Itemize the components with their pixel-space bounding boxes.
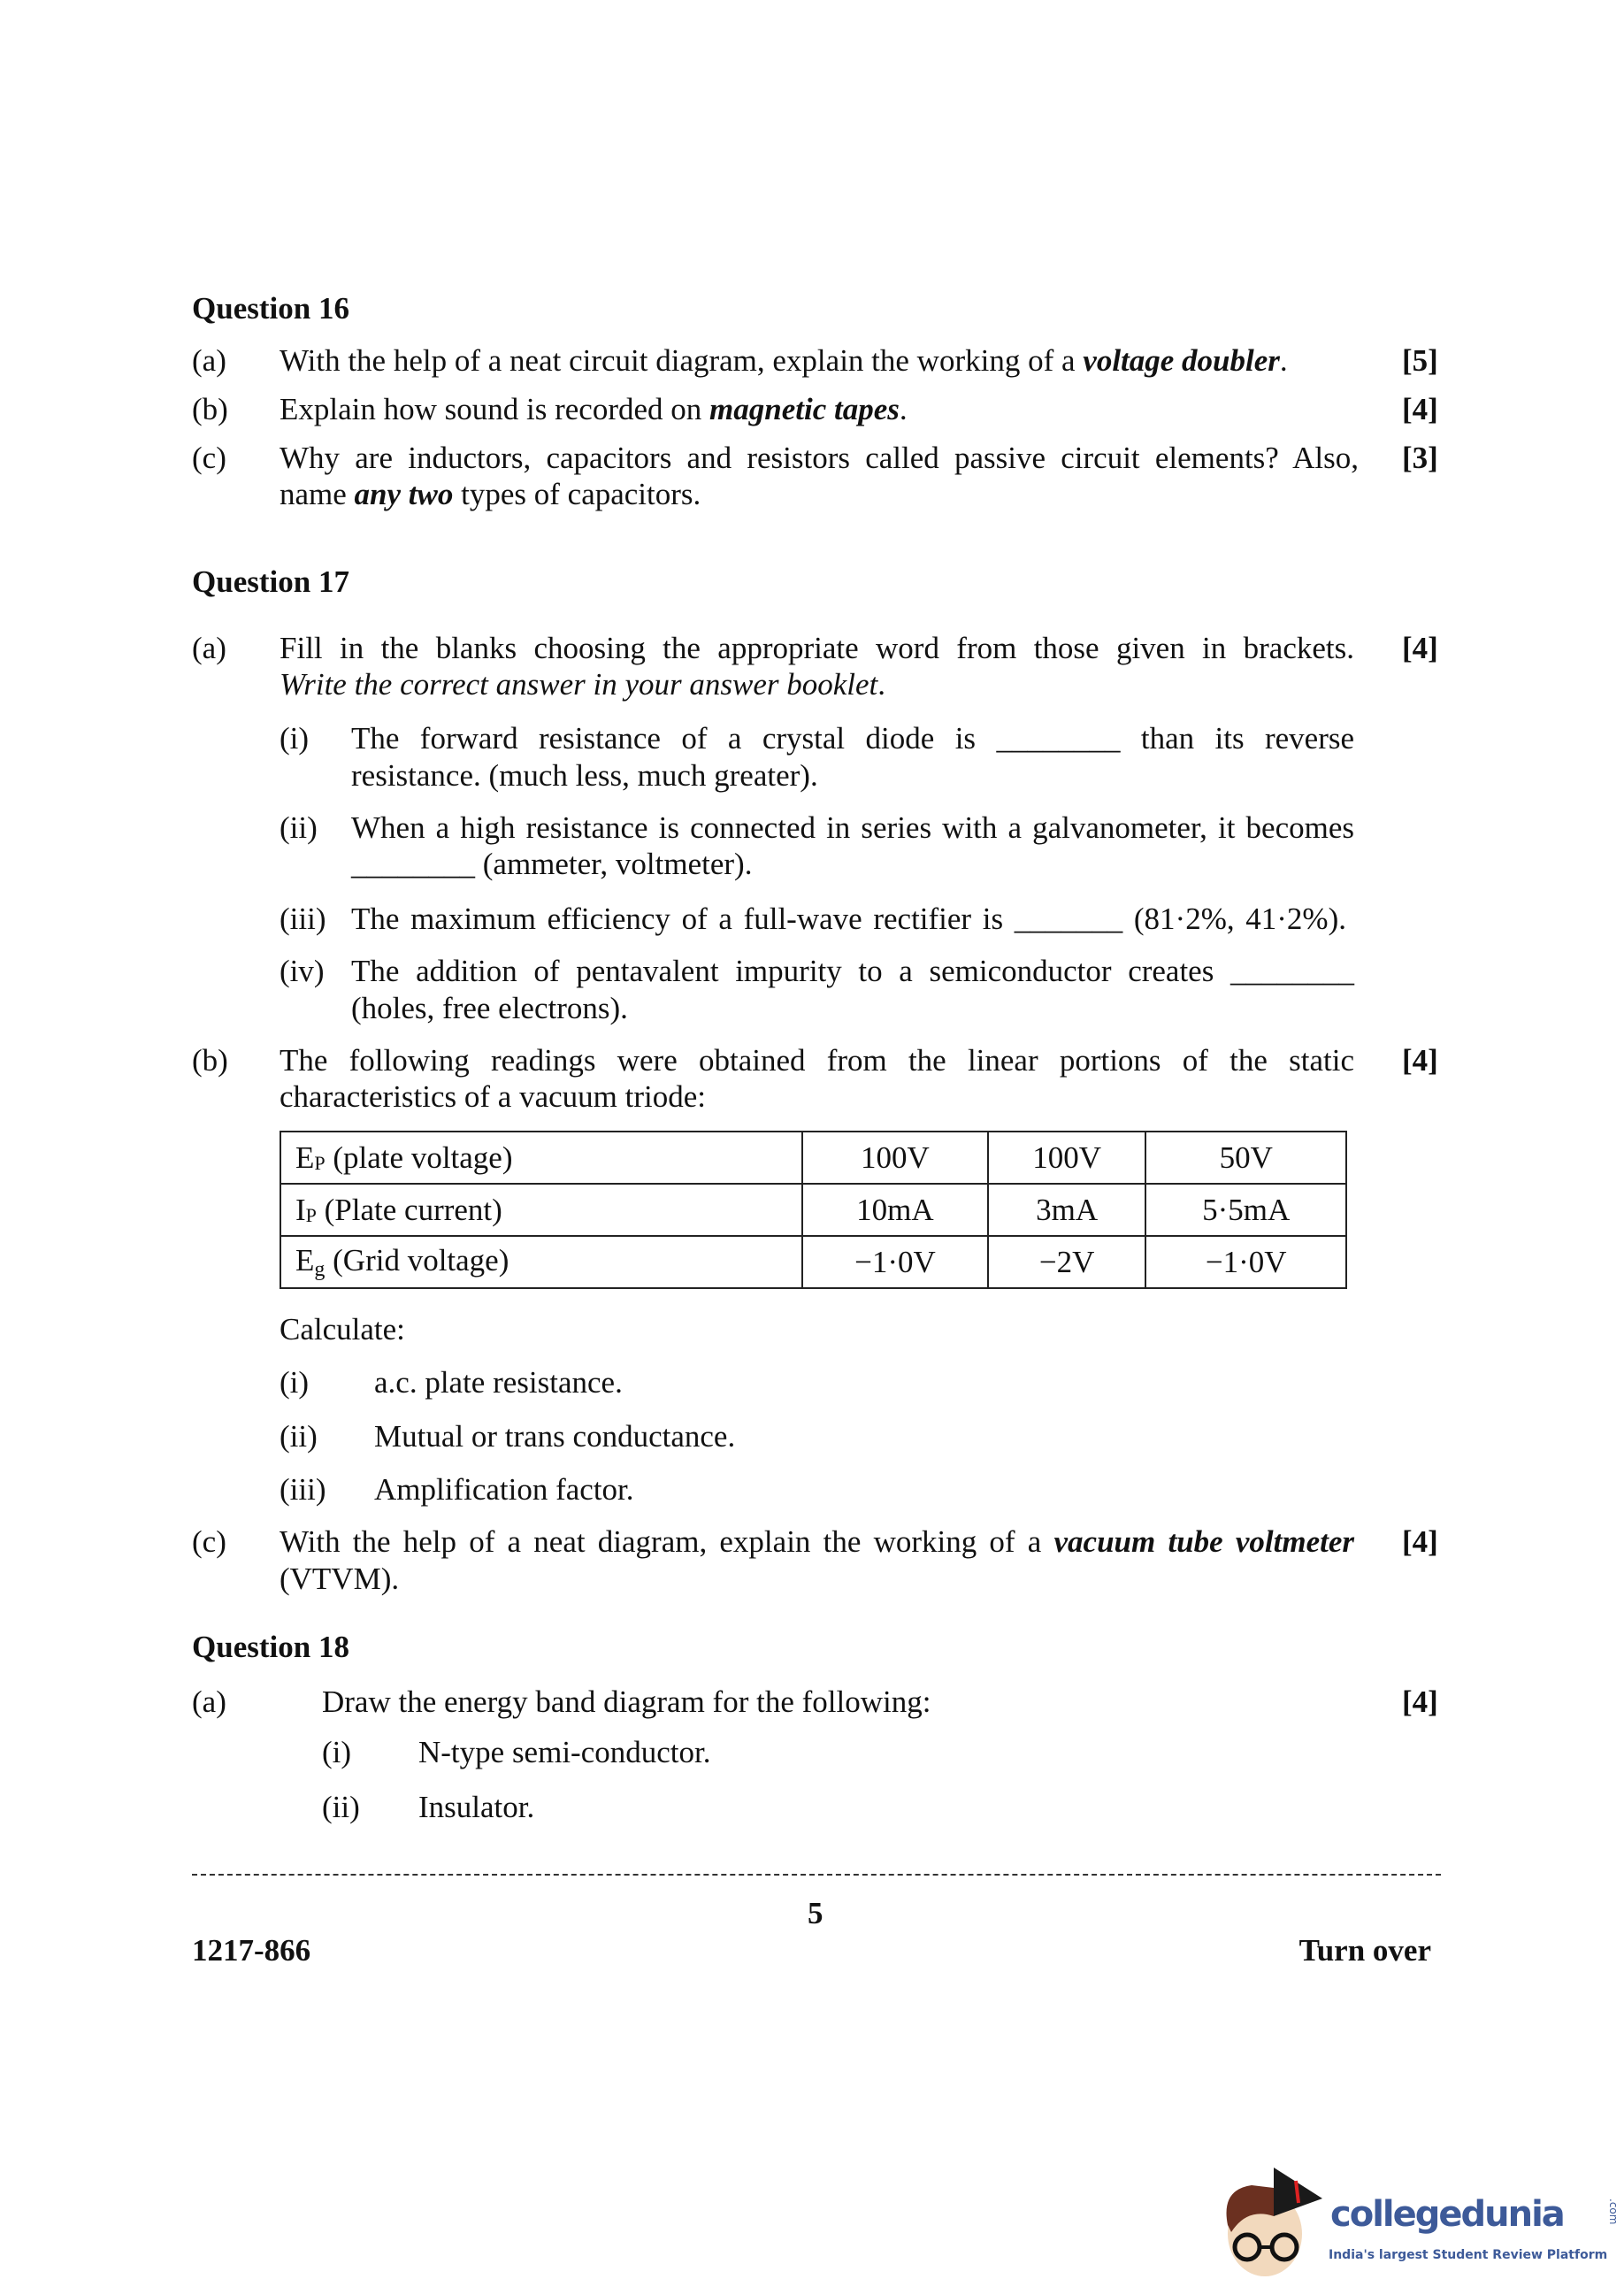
q17b-line1: The following readings were obtained from the linear portions of the static — [280, 1043, 1354, 1078]
calculate-label: Calculate: — [280, 1312, 405, 1347]
q16a-marks: [5] — [1402, 343, 1438, 378]
q17a-ii-label: (ii) — [280, 810, 318, 845]
table-row — [280, 1184, 1346, 1236]
question-16-title: Question 16 — [192, 291, 349, 326]
q17b-ii-label: (ii) — [280, 1419, 318, 1454]
question-18-title: Question 18 — [192, 1630, 349, 1664]
q17a-iv-line2: (holes, free electrons). — [351, 991, 628, 1025]
q17b-i-label: (i) — [280, 1365, 310, 1400]
q17a-line2: Write the correct answer in your answer booklet. — [280, 667, 885, 702]
q17a-label: (a) — [192, 631, 226, 665]
q16c-text-line1: Why are inductors, capacitors and resistors called passive circuit elements? Also, — [280, 441, 1359, 475]
table-cell: −1·0V — [1145, 1236, 1346, 1288]
q17c-line2: (VTVM). — [280, 1562, 400, 1596]
q16c-label: (c) — [192, 441, 226, 475]
paper-code: 1217-866 — [192, 1933, 311, 1968]
q18a-i-text: N-type semi-conductor. — [418, 1735, 711, 1769]
table-row — [280, 1236, 1346, 1288]
row-header: $E_g$ (Grid voltage) — [280, 1236, 802, 1288]
logo-com: .com — [1607, 2198, 1620, 2225]
question-17-title: Question 17 — [192, 564, 349, 599]
q18a-ii-label: (ii) — [322, 1790, 360, 1824]
q17a-marks: [4] — [1402, 631, 1438, 665]
q17b-marks: [4] — [1402, 1043, 1438, 1078]
q18a-ii-text: Insulator. — [418, 1790, 535, 1824]
q17c-label: (c) — [192, 1524, 226, 1559]
q17b-iii-label: (iii) — [280, 1472, 326, 1507]
q18a-i-label: (i) — [322, 1735, 352, 1769]
table-cell: 100V — [988, 1132, 1146, 1184]
q17a-iv-label: (iv) — [280, 954, 325, 988]
q18a-marks: [4] — [1402, 1684, 1438, 1719]
q17a-i-label: (i) — [280, 721, 310, 756]
table-cell: 50V — [1145, 1132, 1346, 1184]
q17b-i-text: a.c. plate resistance. — [374, 1365, 623, 1400]
mascot-icon — [1212, 2163, 1327, 2279]
turn-over: Turn over — [1298, 1933, 1431, 1968]
q18a-text: Draw the energy band diagram for the following: — [322, 1684, 931, 1719]
q16a-text: With the help of a neat circuit diagram, explain the working of a voltage doubler. — [280, 343, 1288, 378]
q16b-label: (b) — [192, 392, 228, 426]
q17c-marks: [4] — [1402, 1524, 1438, 1559]
q17a-iii-label: (iii) — [280, 902, 326, 936]
q17b-label: (b) — [192, 1043, 228, 1078]
table-row — [280, 1132, 1346, 1184]
row-header: $E_P$ (plate voltage) — [280, 1132, 802, 1184]
q17b-ii-text: Mutual or trans conductance. — [374, 1419, 736, 1454]
q17b-line2: characteristics of a vacuum triode: — [280, 1079, 707, 1114]
q16c-text-line2: name any two types of capacitors. — [280, 477, 701, 511]
row-header: $I_P$ (Plate current) — [280, 1184, 802, 1236]
triode-readings-table — [280, 1131, 1347, 1289]
logo-tagline: India's largest Student Review Platform — [1329, 2248, 1608, 2262]
table-cell: 5·5mA — [1145, 1184, 1346, 1236]
table-cell: 3mA — [988, 1184, 1146, 1236]
q17a-iii-line1: The maximum efficiency of a full-wave rectifier is _______ (81·2%, 41·2%). — [351, 902, 1346, 936]
q17a-i-line1: The forward resistance of a crystal diode is ________ than its reverse — [351, 721, 1354, 756]
page-number: 5 — [808, 1896, 823, 1930]
table-cell: −1·0V — [802, 1236, 988, 1288]
q16b-marks: [4] — [1402, 392, 1438, 426]
q17a-iv-line1: The addition of pentavalent impurity to a semiconductor creates ________ — [351, 954, 1354, 988]
q17b-iii-text: Amplification factor. — [374, 1472, 634, 1507]
table-cell: 10mA — [802, 1184, 988, 1236]
q18a-label: (a) — [192, 1684, 226, 1719]
table-cell: 100V — [802, 1132, 988, 1184]
q17a-ii-line1: When a high resistance is connected in series with a galvanometer, it becomes — [351, 810, 1354, 845]
q17a-line1: Fill in the blanks choosing the appropriate word from those given in brackets. — [280, 631, 1354, 665]
divider — [192, 1874, 1441, 1876]
table-cell: −2V — [988, 1236, 1146, 1288]
collegedunia-logo — [1212, 2163, 1624, 2279]
q17a-ii-line2: ________ (ammeter, voltmeter). — [351, 847, 753, 881]
q16c-marks: [3] — [1402, 441, 1438, 475]
q16b-text: Explain how sound is recorded on magnetic tapes. — [280, 392, 908, 426]
q17c-line1: With the help of a neat diagram, explain the working of a vacuum tube voltmeter — [280, 1524, 1354, 1559]
q16a-label: (a) — [192, 343, 226, 378]
logo-wordmark: collegedunia — [1330, 2194, 1564, 2235]
q17a-i-line2: resistance. (much less, much greater). — [351, 758, 818, 793]
